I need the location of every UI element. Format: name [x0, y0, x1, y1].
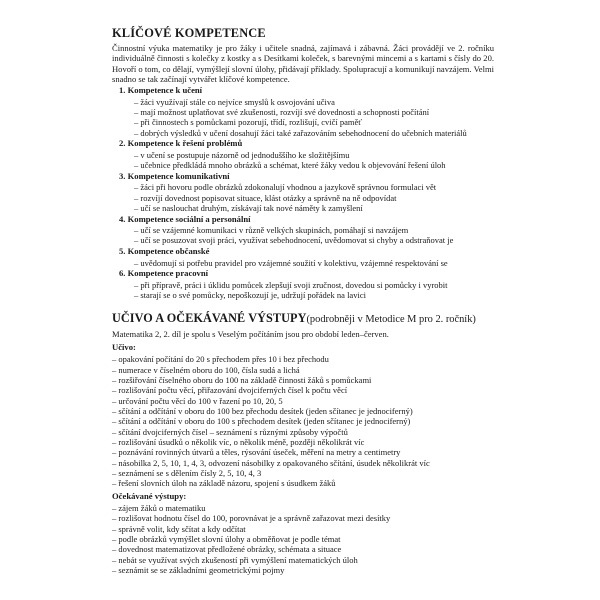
competence-heading: 3. Kompetence komunikativní — [119, 170, 230, 181]
competence-heading: 6. Kompetence pracovní — [119, 268, 209, 279]
competence-block — [112, 268, 494, 300]
page-title-klicove-kompetence: KLÍČOVÉ KOMPETENCE — [112, 26, 266, 40]
competence-item: – učí se vzájemné komunikaci v různě velkých skupinách, pomáhají si navzájem — [134, 225, 409, 236]
ocekavany-vystup-item: – dovednost matematizovat předložené obrázky, schémata a situace — [112, 544, 342, 555]
competence-block — [112, 171, 494, 213]
competence-heading: 4. Kompetence sociální a personální — [119, 213, 251, 224]
competence-item: – učí se posuzovat svoji práci, využívat sebehodnocení, uvědomovat si chyby a odstraňovat je — [134, 235, 454, 246]
competence-item: – při přípravě, práci i úklidu pomůcek zlepšují svoji zručnost, dovedou si pomůcky i vyrobit — [134, 279, 448, 290]
competence-block — [112, 138, 494, 170]
competence-items-list — [112, 182, 494, 213]
curriculum-intro-line: Matematika 2, 2. díl je spolu s Veselým počítáním jsou pro období leden–červen. — [112, 329, 389, 340]
competence-heading: 5. Kompetence občanské — [119, 246, 210, 257]
ucivo-item: – rozšiřování číselného oboru do 100 na základě činnosti žáků s pomůckami — [112, 374, 372, 385]
competence-items-list — [112, 97, 494, 138]
page-title-ucivo-vystupy — [112, 311, 494, 327]
ocekavany-vystup-item: – zájem žáků o matematiku — [112, 502, 206, 513]
ucivo-item: – poznávání rovinných útvarů a těles, rýsování úseček, měření na metry a centimetry — [112, 447, 401, 458]
competence-item: – rozvíjí dovednost popisovat situace, klást otázky a správně na ně odpovídat — [134, 192, 397, 203]
competence-item: – dobrých výsledků v učení dosahují žáci také zařazováním sebehodnocení do učebních materiálů — [134, 127, 467, 138]
ocekavany-vystup-item: – nebát se využívat svých zkušeností při vymýšlení matematických úloh — [112, 554, 358, 565]
ocekavany-vystup-item: – seznámit se se základními geometrickými pojmy — [112, 565, 285, 575]
competences-list — [112, 85, 494, 300]
ucivo-item: – sčítání a odčítání v oboru do 100 s přechodem desítek (jeden sčítanec je jednociferný) — [112, 416, 411, 427]
competence-item: – žáci při hovoru podle obrázků zdokonalují vhodnou a jazykově správnou formulaci vět — [134, 182, 437, 193]
competence-block — [112, 85, 494, 138]
competences-intro-paragraph: Činnostní výuka matematiky je pro žáky i učitele snadná, zajímavá i zábavná. Žáci provádějí ve 2. ročníku individuálně činnosti s kolečky z kostky a s Desítkami koleček, s barevnými mincemi a s kartami s čísly do 20. Hovoří o tom, co dělají, vymýšlejí slovní úlohy, přidávají příklady. Spolupracují a komunikují navzájem. Velmi snadno se tak začínají vytvářet klíčové kompetence. — [112, 43, 494, 85]
competence-item: – mají možnost uplatňovat své zkušenosti, rozvíjí své dovednosti a schopnosti počítání — [134, 107, 430, 118]
ucivo-item: – určování počtu věcí do 100 v řazení po 10, 20, 5 — [112, 395, 283, 406]
competence-item: – uvědomují si potřebu pravidel pro vzájemné soužití v kolektivu, vzájemné respektování se — [134, 257, 448, 268]
competence-heading: 2. Kompetence k řešení problémů — [119, 138, 243, 149]
ucivo-item: – opakování počítání do 20 s přechodem přes 10 i bez přechodu — [112, 354, 329, 365]
ocekavany-vystup-item: – správně volit, kdy sčítat a kdy odčítat — [112, 523, 246, 534]
competence-item: – v učení se postupuje názorně od jednoduššího ke složitějšímu — [134, 149, 350, 160]
ucivo-item: – seznámení se s dělením čísly 2, 5, 10, 4, 3 — [112, 467, 262, 478]
ucivo-item: – rozlišování počtu věcí, přiřazování dvojciferných čísel k počtu věcí — [112, 385, 348, 396]
competence-item: – starají se o své pomůcky, nepoškozují je, udržují pořádek na lavici — [134, 290, 366, 301]
ucivo-item: – řešení slovních úloh na základě názoru, spojení s úsudkem žáků — [112, 478, 336, 489]
ucivo-item: – sčítání dvojciferných čísel – seznámení s různými způsoby výpočtů — [112, 426, 348, 437]
ucivo-subheading: Učivo: — [112, 341, 136, 352]
competence-items-list — [112, 225, 494, 246]
ucivo-item: – numerace v číselném oboru do 100, čísla sudá a lichá — [112, 364, 300, 375]
competence-block — [112, 214, 494, 246]
competence-items-list — [112, 258, 494, 268]
ucivo-items-list — [112, 354, 494, 488]
ocekavany-vystup-item: – rozlišovat hodnotu čísel do 100, porovnávat je a správně zařazovat mezi desítky — [112, 513, 391, 524]
ucivo-title-main: UČIVO A OČEKÁVANÉ VÝSTUPY — [112, 311, 307, 326]
ucivo-item: – rozlišování úsudků o několik víc, o několik méně, později několikrát víc — [112, 436, 365, 447]
ocekavany-vystup-item: – podle obrázků vymýšlet slovní úlohy a obměňovat je podle témat — [112, 533, 341, 544]
competence-item: – učí se naslouchat druhým, získávají tak nové náměty k zamyšlení — [134, 202, 363, 213]
competence-items-list — [112, 280, 494, 301]
ocekavane-vystupy-items-list — [112, 503, 494, 575]
ucivo-item: – násobilka 2, 5, 10, 1, 4, 3, odvození násobilky z opakovaného sčítání, úsudek několikrát víc — [112, 457, 430, 468]
competence-item: – při činnostech s pomůckami pozorují, třídí, rozlišují, cvičí paměť — [134, 117, 362, 128]
competence-item: – učebnice předkládá mnoho obrázků a schémat, které žáky vedou k objevování řešení úloh — [134, 160, 446, 171]
ucivo-item: – sčítání a odčítání v oboru do 100 bez přechodu desítek (jeden sčítanec je jednociferný) — [112, 405, 413, 416]
competence-items-list — [112, 150, 494, 171]
ucivo-title-note: (podrobněji v Metodice M pro 2. ročník) — [306, 314, 476, 326]
competence-item: – žáci využívají stále co nejvíce smyslů k osvojování učiva — [134, 96, 335, 107]
competence-heading: 1. Kompetence k učení — [119, 85, 203, 96]
competence-block — [112, 246, 494, 268]
document-content — [112, 26, 494, 575]
ocekavane-vystupy-subheading: Očekávané výstupy: — [112, 490, 187, 501]
